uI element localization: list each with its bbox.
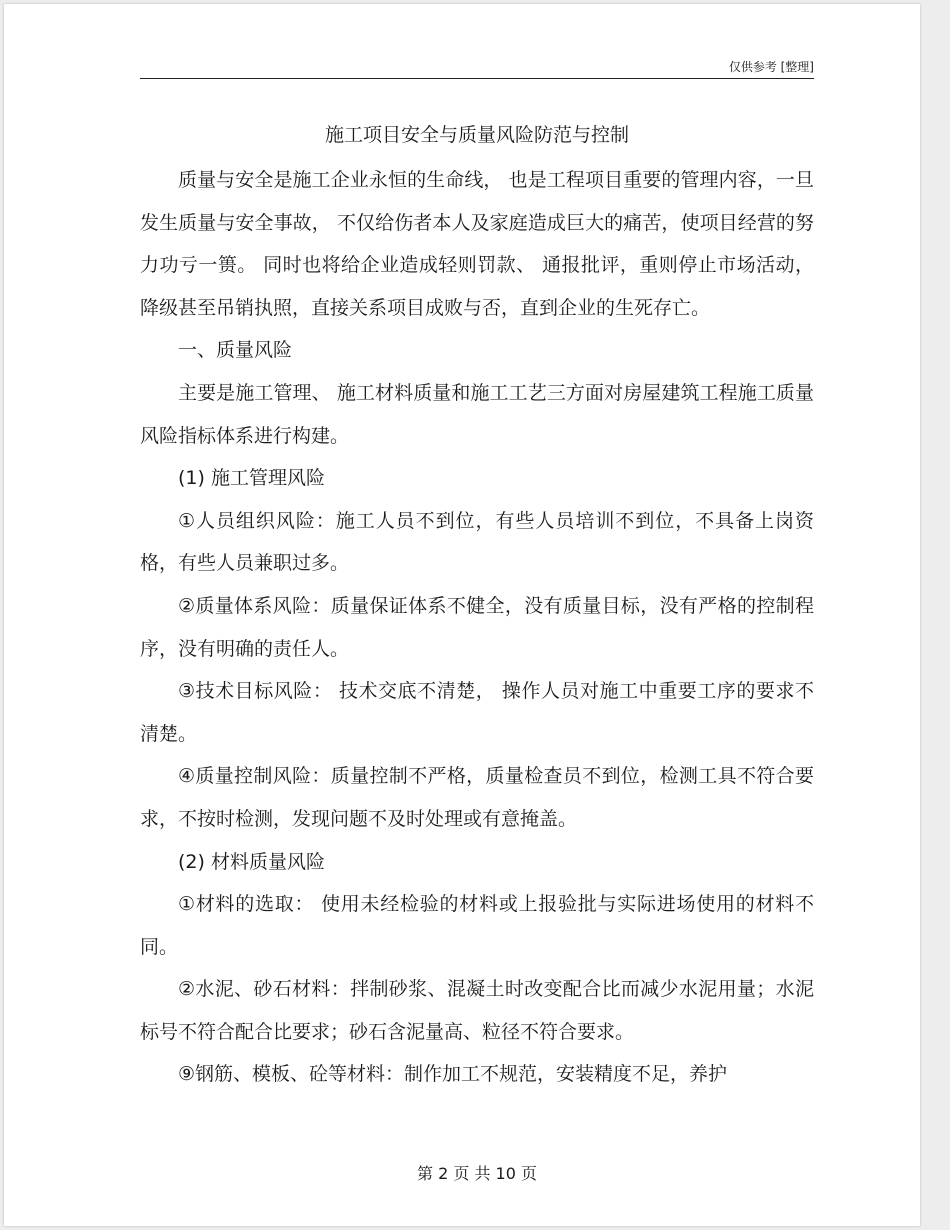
paragraph-technical-target-risk: ③技术目标风险： 技术交底不清楚， 操作人员对施工中重要工序的要求不清楚。: [140, 680, 814, 745]
paragraph-quality-control-risk: ④质量控制风险：质量控制不严格，质量检查员不到位，检测工具不符合要求，不按时检测，发现问题不及时处理或有意掩盖。: [140, 765, 814, 830]
paragraph-material-selection: ①材料的选取： 使用未经检验的材料或上报验批与实际进场使用的材料不同。: [140, 893, 814, 958]
document-body: [140, 159, 814, 1096]
header-label: 仅供参考 [整理]: [728, 60, 814, 74]
paragraph-personnel-risk: ①人员组织风险：施工人员不到位，有些人员培训不到位，不具备上岗资格，有些人员兼职过多。: [140, 509, 814, 575]
document-page: [4, 4, 920, 1226]
section-heading-quality-risk: 一、质量风险: [178, 339, 293, 362]
document-title: 施工项目安全与质量风险防范与控制: [324, 124, 629, 146]
subheading-management-risk: (1) 施工管理风险: [178, 467, 325, 490]
paragraph-intro: 质量与安全是施工企业永恒的生命线， 也是工程项目重要的管理内容，一旦发生质量与安全事故， 不仅给伤者本人及家庭造成巨大的痛苦，使项目经营的努力功亏一篑。 同时也将给企业造成轻则罚款、 通报批评，重则停止市场活动，降级甚至吊销执照，直接关系项目成败与否，直到企业的生死存亡。: [140, 169, 814, 319]
subheading-material-risk: (2) 材料质量风险: [178, 850, 325, 873]
header-divider: [140, 78, 814, 79]
paragraph-cement-sand: ②水泥、砂石材料：拌制砂浆、混凝土时改变配合比而减少水泥用量；水泥标号不符合配合比要求；砂石含泥量高、粒径不符合要求。: [140, 978, 814, 1043]
paragraph-quality-overview: 主要是施工管理、 施工材料质量和施工工艺三方面对房屋建筑工程施工质量风险指标体系进行构建。: [140, 381, 814, 447]
page-number: 第 2 页 共 10 页: [417, 1164, 537, 1183]
paragraph-rebar-formwork: ⑨钢筋、模板、砼等材料：制作加工不规范，安装精度不足，养护: [178, 1063, 728, 1086]
paragraph-quality-system-risk: ②质量体系风险：质量保证体系不健全，没有质量目标，没有严格的控制程序，没有明确的责任人。: [140, 594, 814, 660]
